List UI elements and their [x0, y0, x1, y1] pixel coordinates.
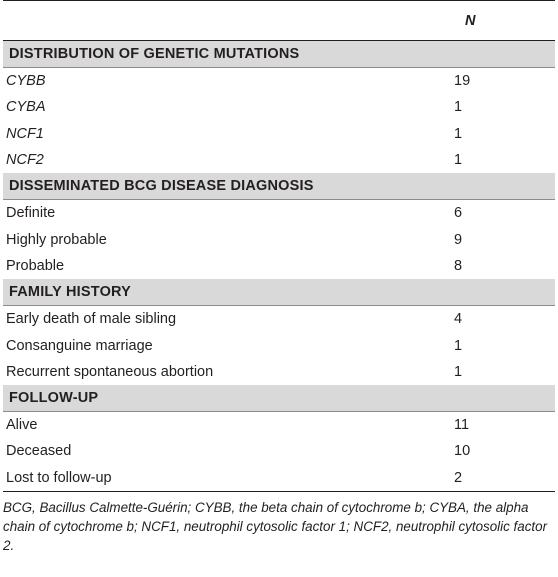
- section-title: DISSEMINATED BCG DISEASE DIAGNOSIS: [3, 173, 555, 200]
- row-value: 1: [454, 125, 463, 142]
- row-label: Lost to follow-up: [3, 465, 454, 492]
- row-label: Probable: [6, 257, 65, 274]
- table-row: [3, 465, 555, 492]
- row-value: 1: [454, 337, 463, 354]
- row-label: Alive: [6, 417, 38, 434]
- row-value: 19: [454, 73, 471, 90]
- row-value: 11: [454, 417, 470, 434]
- row-label: Definite: [6, 205, 56, 222]
- row-label: Highly probable: [6, 231, 107, 248]
- row-label: Early death of male sibling: [6, 311, 177, 328]
- row-value: 8: [454, 257, 463, 274]
- section-title: DISTRIBUTION OF GENETIC MUTATIONS: [3, 41, 555, 68]
- n-column-header: N: [465, 12, 476, 29]
- row-value: 4: [454, 311, 463, 328]
- row-value: 9: [454, 231, 463, 248]
- row-label: NCF2: [6, 152, 44, 169]
- table-row: [3, 253, 555, 279]
- row-label: Deceased: [6, 443, 72, 460]
- row-value: 1: [454, 152, 463, 169]
- section-header-row: [3, 385, 555, 412]
- row-label: Recurrent spontaneous abortion: [6, 363, 214, 380]
- row-label: CYBB: [6, 73, 46, 90]
- section-header-row: [3, 279, 555, 306]
- table-row: [3, 200, 555, 227]
- row-value: 2: [454, 465, 555, 492]
- row-value: 6: [454, 205, 463, 222]
- section-header-row: [3, 41, 555, 68]
- row-value: 1: [454, 363, 463, 380]
- table-body: [3, 1, 555, 492]
- table-row: [3, 332, 555, 358]
- section-title: FOLLOW-UP: [3, 385, 555, 412]
- table-row: [3, 306, 555, 333]
- header-empty-cell: [3, 1, 454, 41]
- table-row: [3, 121, 555, 147]
- table-row: [3, 359, 555, 385]
- row-label: CYBA: [6, 99, 46, 116]
- section-header-row: [3, 173, 555, 200]
- section-title: FAMILY HISTORY: [3, 279, 555, 306]
- table-row: [3, 147, 555, 173]
- row-label: Consanguine marriage: [6, 337, 153, 354]
- row-value: 10: [454, 443, 471, 460]
- header-row: [3, 1, 555, 41]
- table-row: [3, 411, 555, 438]
- row-value: 1: [454, 99, 463, 116]
- table-row: [3, 94, 555, 120]
- table-row: [3, 438, 555, 464]
- table-row: [3, 68, 555, 95]
- data-table: [3, 0, 555, 492]
- table-row: [3, 226, 555, 252]
- row-label: NCF1: [6, 125, 44, 142]
- table-footnote: BCG, Bacillus Calmette-Guérin; CYBB, the beta chain of cytochrome b; CYBA, the alpha chain of cytochrome b; NCF1, neutrophil cytosolic factor 1; NCF2, neutrophil cytosolic factor 2.: [3, 499, 548, 553]
